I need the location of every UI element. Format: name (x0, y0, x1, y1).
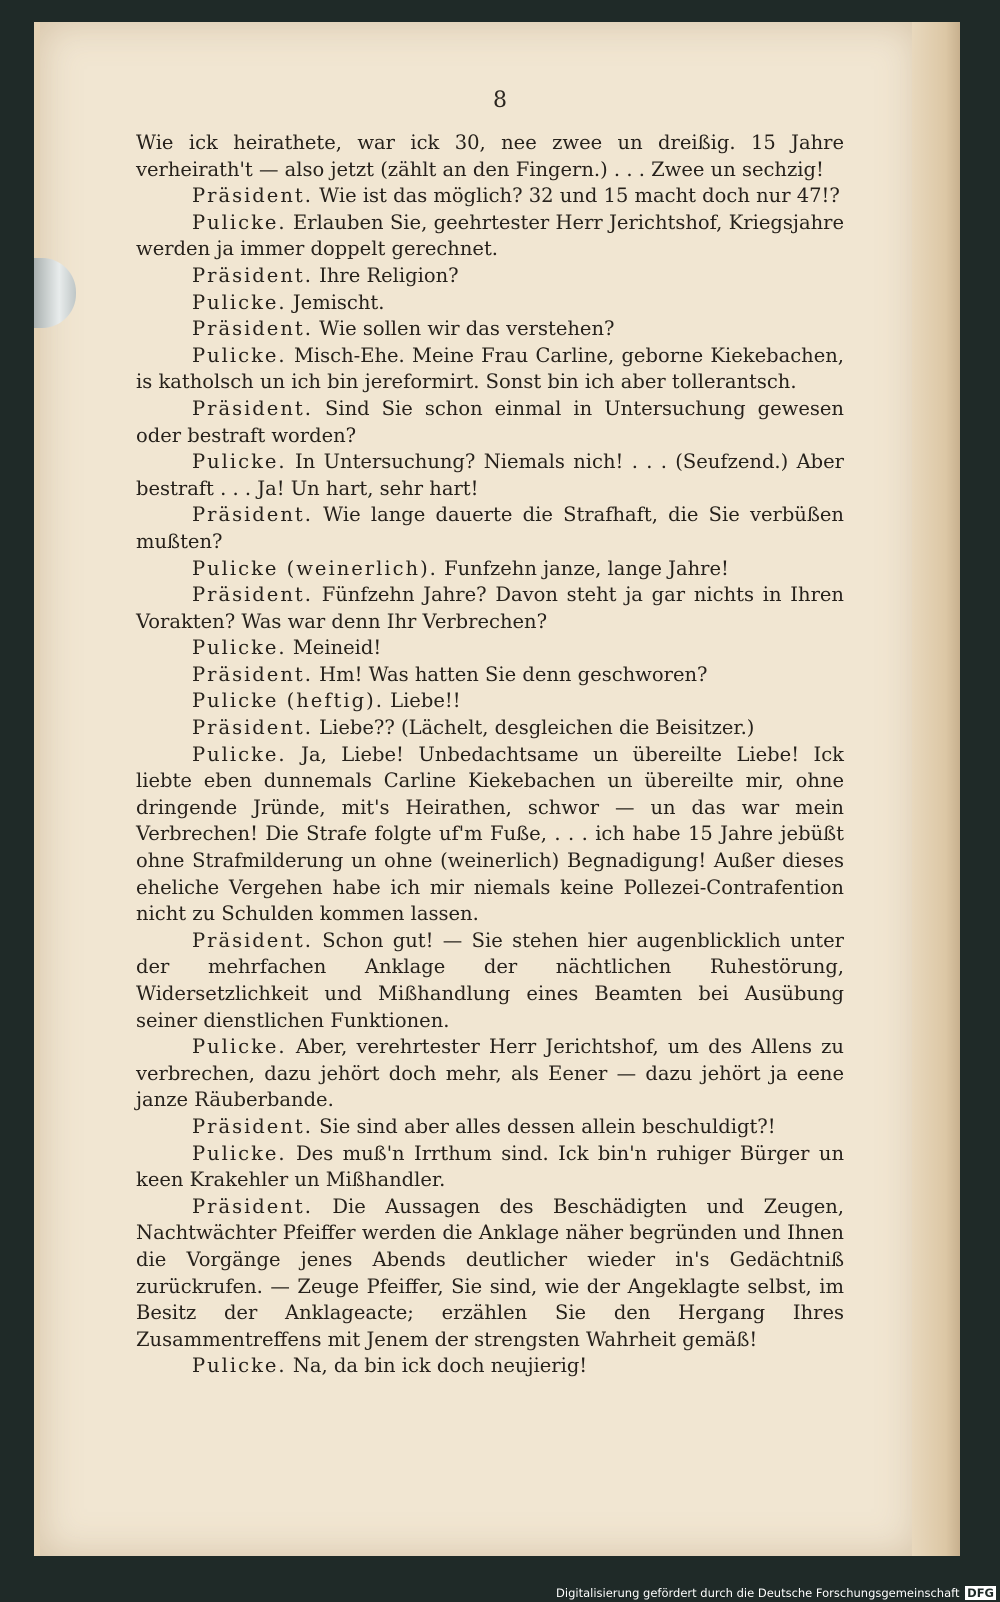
speaker-name: Präsident. (192, 716, 313, 740)
digitization-credit (556, 1586, 996, 1600)
text-paragraph (136, 449, 844, 502)
text-paragraph (136, 183, 844, 210)
dialogue-text: Des muß'n Irrthum sind. Ick bin'n ruhiger Bürger un keen Krakehler un Mißhandler. (136, 1141, 844, 1192)
text-paragraph (136, 1141, 844, 1194)
text-paragraph (136, 556, 844, 583)
text-paragraph (136, 210, 844, 263)
dialogue-text: Fünfzehn Jahre? Davon steht ja gar nichts in Ihren Vorakten? Was war denn Ihr Verbrechen? (136, 583, 844, 633)
text-paragraph (136, 130, 844, 183)
speaker-name: Pulicke. (192, 450, 287, 474)
dialogue-text: In Untersuchung? Niemals nich! . . . (Seufzend.) Aber bestraft . . . Ja! Un hart, sehr hart! (136, 450, 844, 500)
text-paragraph (136, 263, 844, 290)
dialogue-text: Wie lange dauerte die Strafhaft, die Sie verbüßen mußten? (136, 503, 844, 553)
speaker-name: Pulicke. (192, 1141, 287, 1165)
speaker-name: Pulicke (heftig). (192, 689, 384, 713)
dialogue-text: Liebe!! (390, 689, 461, 713)
text-paragraph (136, 582, 844, 635)
dfg-logo: DFG (967, 1586, 994, 1600)
page-text (136, 130, 844, 1380)
text-paragraph (136, 715, 844, 742)
speaker-name: Pulicke. (192, 343, 287, 367)
text-paragraph (136, 1353, 844, 1380)
dialogue-text: Sind Sie schon einmal in Untersuchung gewesen oder bestraft worden? (136, 396, 844, 447)
dialogue-text: Hm! Was hatten Sie denn geschworen? (319, 662, 708, 686)
dialogue-text: Wie ick heirathete, war ick 30, nee zwee un dreißig. 15 Jahre verheirath't — also jetzt (zählt an den Fingern.) . . . Zwee un sechzig! (136, 131, 844, 181)
page-number: 8 (493, 88, 507, 113)
dialogue-text: Aber, verehrtester Herr Jerichtshof, um des Allens zu verbrechen, dazu jehört doch mehr, als Eener — dazu jehört ja eene janze Räuberbande. (136, 1035, 844, 1112)
text-paragraph (136, 316, 844, 343)
dialogue-text: Misch-Ehe. Meine Frau Carline, geborne Kiekebachen, is katholsch un ich bin jereformirt. Sonst bin ich aber tollerantsch. (136, 343, 844, 394)
text-paragraph (136, 662, 844, 689)
dialogue-text: Schon gut! — Sie stehen hier augenblicklich unter der mehrfachen Anklage der nächtlichen Ruhestörung, Widersetzlichkeit und Mißhandlung eines Beamten bei Ausübung seiner dienstlichen Funktionen. (136, 928, 844, 1032)
speaker-name: Pulicke. (192, 636, 287, 660)
speaker-name: Pulicke. (192, 1035, 287, 1059)
text-paragraph (136, 688, 844, 715)
speaker-name: Pulicke (weinerlich). (192, 556, 438, 580)
dialogue-text: Wie ist das möglich? 32 und 15 macht doch nur 47!? (319, 184, 840, 208)
dialogue-text: Sie sind aber alles dessen allein beschuldigt?! (319, 1114, 776, 1138)
dialogue-text: Die Aussagen des Beschädigten und Zeugen, Nachtwächter Pfeiffer werden die Anklage näher begründen und Ihnen die Vorgänge jenes Abends deutlicher wieder in's Gedächtniß zurückrufen. — Zeuge Pfeiffer, Sie sind, wie der Angeklagte selbst, im Besitz der Anklageacte; erzählen Sie den Hergang Ihres Zusammentreffens mit Jenem der strengsten Wahrheit gemäß! (136, 1194, 844, 1351)
speaker-name: Präsident. (192, 396, 313, 420)
dialogue-text: Ja, Liebe! Unbedachtsame un übereilte Liebe! Ick liebte eben dunnemals Carline Kiekebachen un übereilte mir, ohne dringende Jründe, mit's Heirathen, schwor — un das war mein Verbrechen! Die Strafe folgte uf'm Fuße, . . . ich habe 15 Jahre jebüßt ohne Strafmilderung un ohne (weinerlich) Begnadigung! Außer dieses eheliche Vergehen habe ich mir niemals keine Pollezei-Contrafention nicht zu Schulden kommen lassen. (136, 742, 844, 926)
dialogue-text: Erlauben Sie, geehrtester Herr Jerichtshof, Kriegsjahre werden ja immer doppelt gerechnet. (136, 210, 844, 261)
speaker-name: Präsident. (192, 263, 313, 287)
speaker-name: Pulicke. (192, 742, 287, 766)
speaker-name: Pulicke. (192, 210, 287, 234)
speaker-name: Präsident. (192, 503, 313, 527)
text-paragraph (136, 1194, 844, 1354)
dialogue-text: Jemischt. (292, 290, 385, 314)
text-paragraph (136, 1114, 844, 1141)
speaker-name: Präsident. (192, 928, 313, 952)
speaker-name: Präsident. (192, 583, 313, 607)
page-edge (912, 22, 960, 1556)
text-paragraph (136, 502, 844, 555)
speaker-name: Pulicke. (192, 1354, 287, 1378)
text-paragraph (136, 290, 844, 317)
speaker-name: Präsident. (192, 1114, 313, 1138)
dialogue-text: Ihre Religion? (319, 263, 459, 287)
text-paragraph (136, 635, 844, 662)
speaker-name: Pulicke. (192, 290, 287, 314)
speaker-name: Präsident. (192, 662, 313, 686)
dialogue-text: Wie sollen wir das verstehen? (319, 317, 615, 341)
text-paragraph (136, 742, 844, 928)
credit-text: Digitalisierung gefördert durch die Deutsche Forschungsgemeinschaft (556, 1586, 960, 1600)
dialogue-text: Meineid! (292, 636, 382, 660)
dialogue-text: Funfzehn janze, lange Jahre! (444, 556, 729, 580)
text-paragraph (136, 1034, 844, 1114)
speaker-name: Präsident. (192, 184, 313, 208)
dialogue-text: Na, da bin ick doch neujierig! (292, 1354, 588, 1378)
dialogue-text: Liebe?? (Lächelt, desgleichen die Beisitzer.) (319, 716, 755, 740)
speaker-name: Präsident. (192, 317, 313, 341)
text-paragraph (136, 396, 844, 449)
text-paragraph (136, 928, 844, 1034)
text-paragraph (136, 343, 844, 396)
speaker-name: Präsident. (192, 1194, 313, 1218)
